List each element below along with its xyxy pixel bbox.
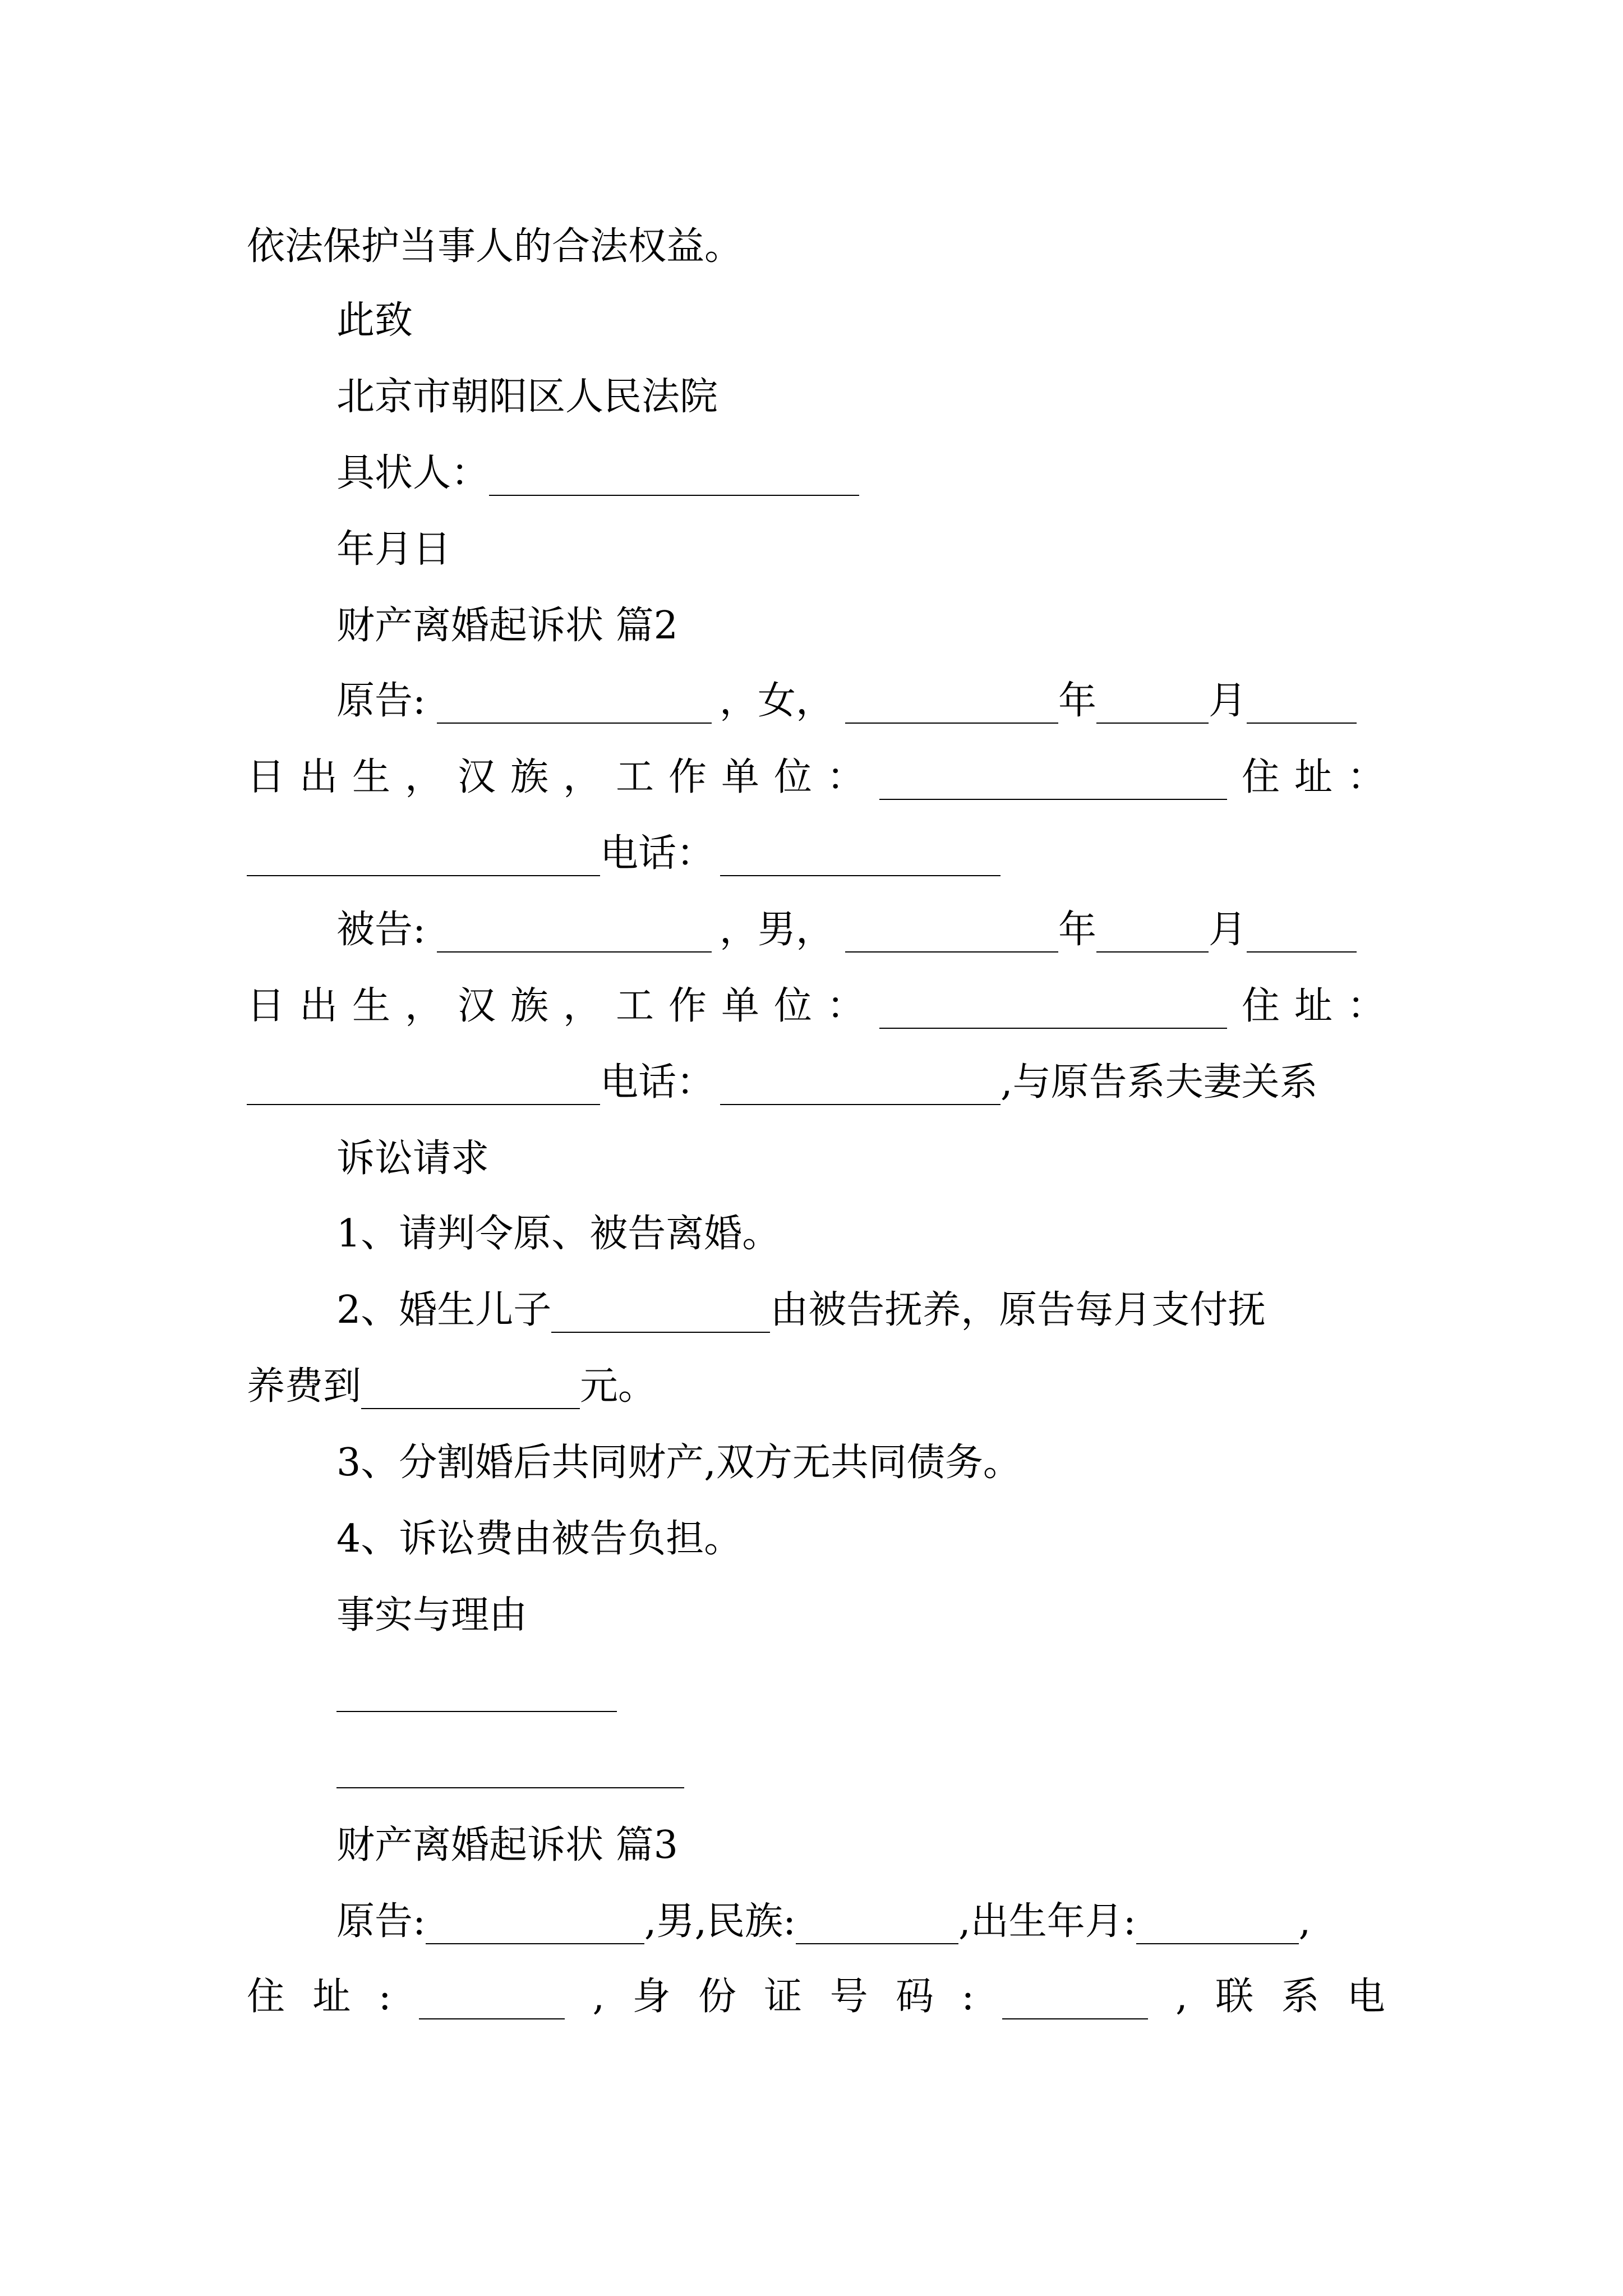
plaintiff-label: 原告: — [336, 679, 426, 723]
plaintiff-employer-blank — [879, 762, 1227, 800]
defendant-line: 被告: ， 男， 年 月 — [336, 908, 1385, 953]
section3-address-line: 住 址 : , 身 份 证 号 码 : , 联 系 电 — [247, 1975, 1385, 2019]
plaintiff-phone-label: 电话： — [600, 831, 715, 876]
claim-2-continued: 养费到 元。 — [247, 1364, 657, 1409]
claim-2: 2、婚生儿子 由被告抚养，原告每月支付抚 — [336, 1288, 1266, 1332]
salutation: 此致 — [336, 298, 413, 343]
defendant-address-blank — [247, 1067, 600, 1105]
facts-blank-line — [336, 1787, 684, 1788]
defendant-day-blank — [1247, 914, 1357, 953]
signer-line — [336, 451, 859, 496]
section3-name-blank — [426, 1906, 644, 1944]
plaintiff-line: 原告: ， 女， 年 月 — [336, 679, 1385, 724]
plaintiff-gender: 女， — [757, 679, 834, 723]
claims-heading: 诉讼请求 — [336, 1137, 490, 1181]
date-line: 年月日 — [336, 527, 451, 572]
plaintiff-year-blank — [845, 685, 1058, 724]
plaintiff-phone-blank — [720, 838, 1000, 876]
signer-blank — [489, 458, 859, 496]
defendant-label: 被告: — [336, 908, 426, 952]
facts-blank-line — [336, 1711, 617, 1712]
signer-label: 具状人： — [336, 451, 490, 495]
section3-id-blank — [1002, 1981, 1148, 2019]
section-heading: 财产离婚起诉状 篇3 — [336, 1823, 678, 1867]
defendant-name-blank — [437, 914, 712, 953]
defendant-month-blank — [1096, 914, 1209, 953]
claim-4: 4、诉讼费由被告负担。 — [336, 1517, 743, 1561]
defendant-year-blank — [845, 914, 1058, 953]
court-name: 北京市朝阳区人民法院 — [336, 375, 718, 419]
plaintiff-month-blank — [1096, 685, 1209, 724]
defendant-gender: 男， — [757, 908, 834, 952]
defendant-birth-line: 日 出 生 ， 汉 族 ， 工 作 单 位 ： 住 址 ： — [247, 984, 1385, 1028]
support-amount-blank — [361, 1371, 580, 1409]
son-name-blank — [551, 1295, 770, 1333]
plaintiff-name-blank — [437, 685, 712, 724]
section3-birth-blank — [1136, 1906, 1299, 1944]
plaintiff-day-blank — [1247, 685, 1357, 724]
facts-heading: 事实与理由 — [336, 1593, 528, 1637]
section3-address-blank — [419, 1981, 565, 2019]
section-heading: 财产离婚起诉状 篇2 — [336, 604, 678, 648]
relation-text: ,与原告系夫妻关系 — [1000, 1060, 1318, 1105]
plaintiff-phone-line — [247, 831, 1000, 876]
defendant-phone-blank — [720, 1067, 1000, 1105]
claim-3: 3、分割婚后共同财产,双方无共同债务。 — [336, 1441, 1021, 1485]
defendant-phone-line — [247, 1060, 1318, 1105]
defendant-phone-label: 电话： — [600, 1060, 715, 1105]
section3-plaintiff-line: 原告: ,男,民族: ,出生年月: , — [336, 1899, 1311, 1944]
plaintiff-birth-line: 日 出 生 ， 汉 族 ， 工 作 单 位 ： 住 址 ： — [247, 755, 1385, 799]
section3-ethnicity-blank — [796, 1906, 958, 1944]
text-line: 依法保护当事人的合法权益。 — [247, 224, 743, 269]
defendant-employer-blank — [879, 991, 1227, 1029]
claim-1: 1、请判令原、被告离婚。 — [336, 1212, 781, 1256]
plaintiff-address-blank — [247, 838, 600, 876]
